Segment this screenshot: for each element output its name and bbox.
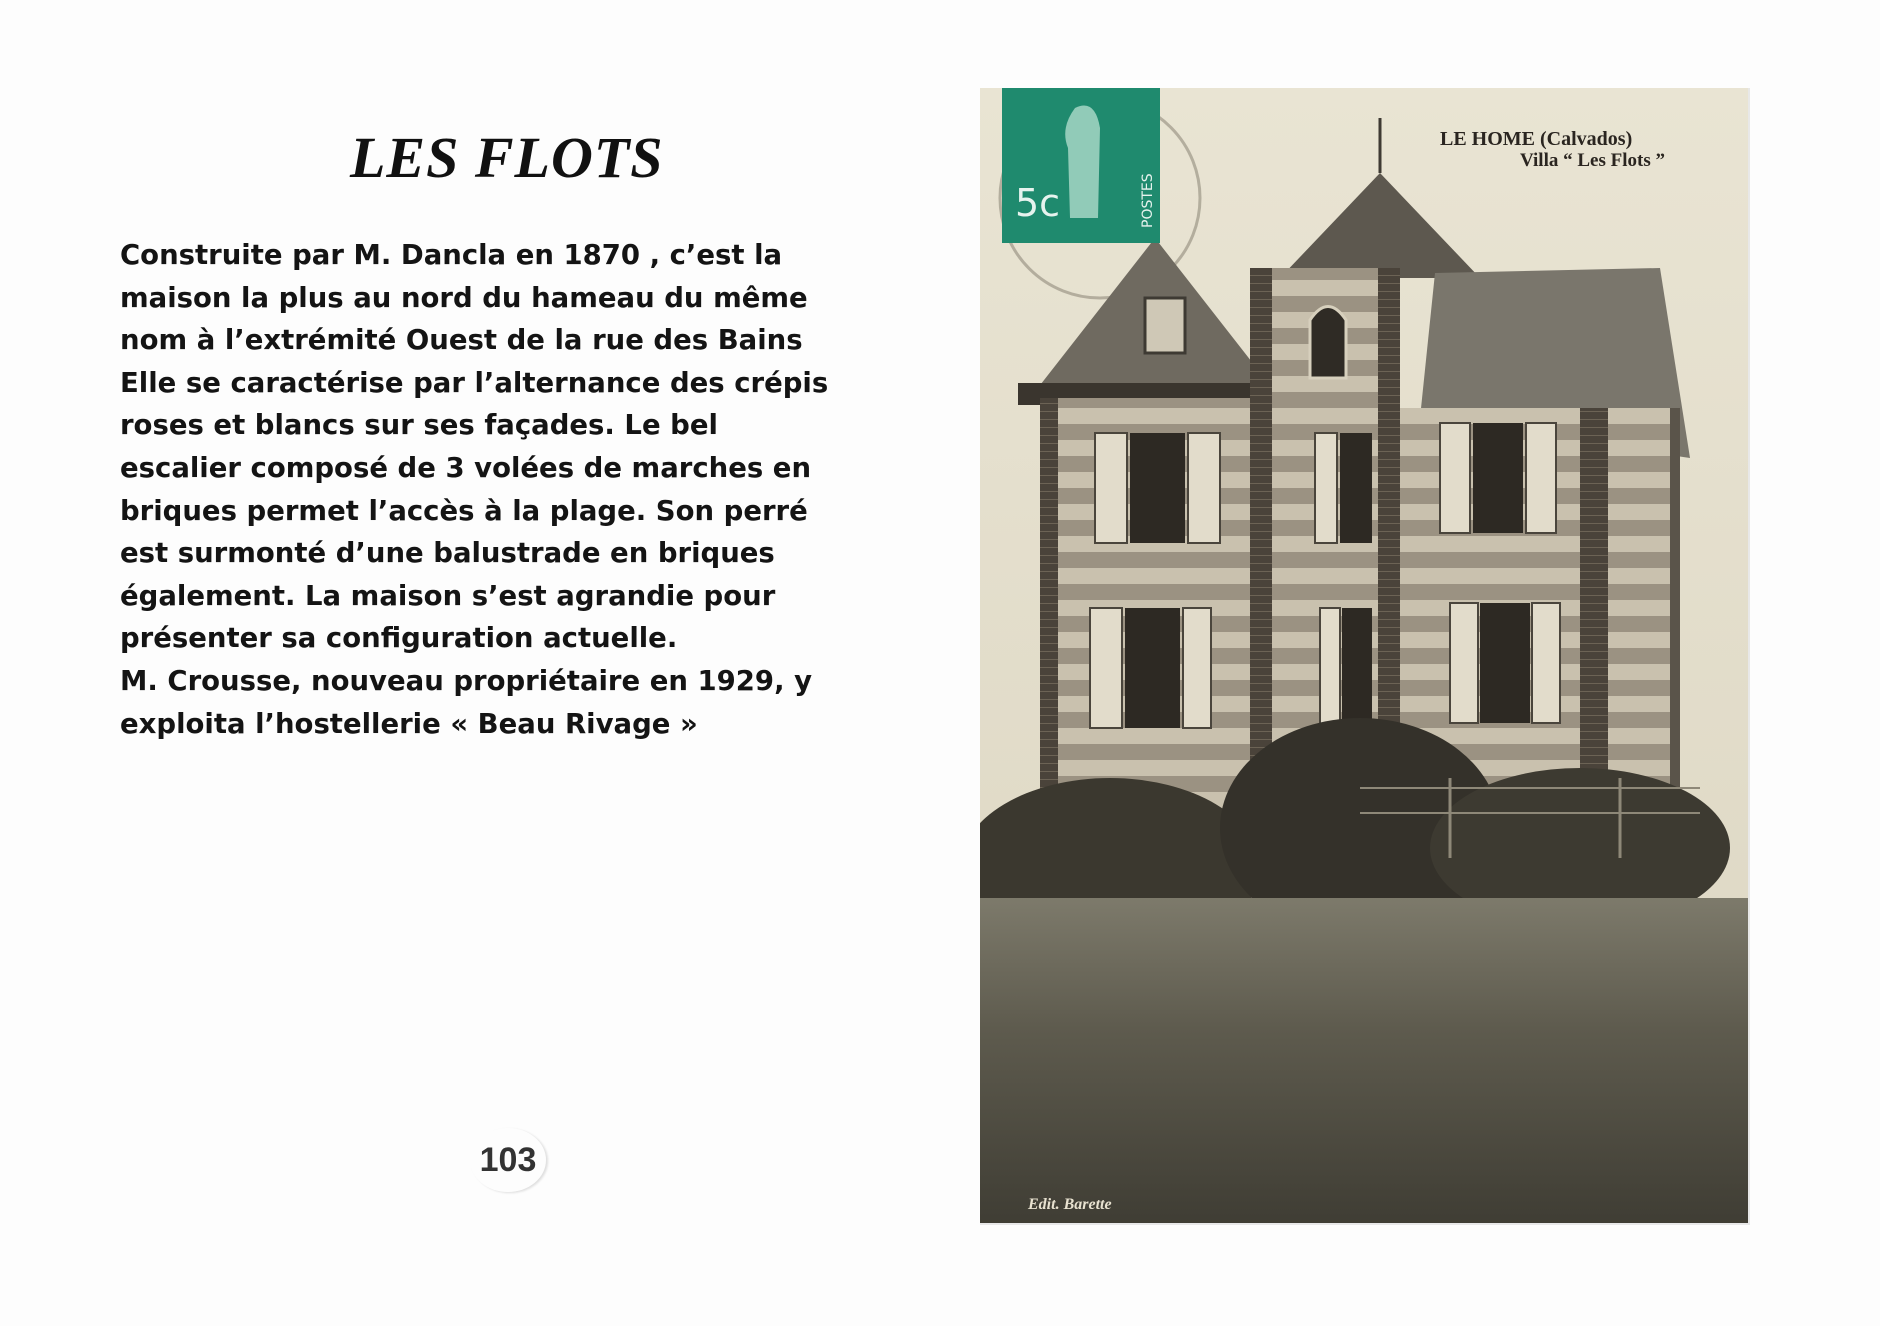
paragraph-line: briques permet l’accès à la plage. Son perré <box>120 494 808 527</box>
paragraph-line: M. Crousse, nouveau propriétaire en 1929, y <box>120 664 813 697</box>
paragraph-line: roses et blancs sur ses façades. Le bel <box>120 409 718 442</box>
paragraph-line: escalier composé de 3 volées de marches en <box>120 451 812 484</box>
postcard-photo <box>980 88 1750 1225</box>
description-paragraph <box>120 234 900 745</box>
paragraph-line: également. La maison s’est agrandie pour <box>120 579 776 612</box>
paragraph-line: nom à l’extrémité Ouest de la rue des Bains <box>120 324 803 357</box>
paragraph-line: maison la plus au nord du hameau du même <box>120 281 808 314</box>
page-number: 103 <box>470 1128 546 1192</box>
stamp-label: POSTES <box>1140 173 1156 228</box>
postage-stamp <box>1002 88 1160 243</box>
paragraph-line: Construite par M. Dancla en 1870 , c’est la <box>120 239 783 271</box>
villa-photo-illustration <box>980 88 1750 1225</box>
upper-windows <box>1095 423 1556 543</box>
stamp-value: 5c <box>1015 181 1061 225</box>
dormer-window <box>1145 298 1185 353</box>
lower-windows <box>1090 603 1560 728</box>
postcard-publisher: Edit. Barette <box>1028 1196 1112 1213</box>
paragraph-line: Elle se caractérise par l’alternance des crépis <box>120 366 829 399</box>
paragraph-line: exploita l’hostellerie « Beau Rivage » <box>120 707 698 740</box>
paragraph-line: présenter sa configuration actuelle. <box>120 622 678 655</box>
postcard-caption-villa: Villa “ Les Flots ” <box>1520 150 1665 171</box>
sower-figure-icon <box>1065 106 1100 219</box>
tower-arched-window <box>1310 307 1346 379</box>
paragraph-line: est surmonté d’une balustrade en briques <box>120 537 775 570</box>
lawn <box>980 898 1750 1225</box>
postcard-caption-location: LE HOME (Calvados) <box>1440 128 1633 150</box>
page-title: LES FLOTS <box>350 125 664 190</box>
